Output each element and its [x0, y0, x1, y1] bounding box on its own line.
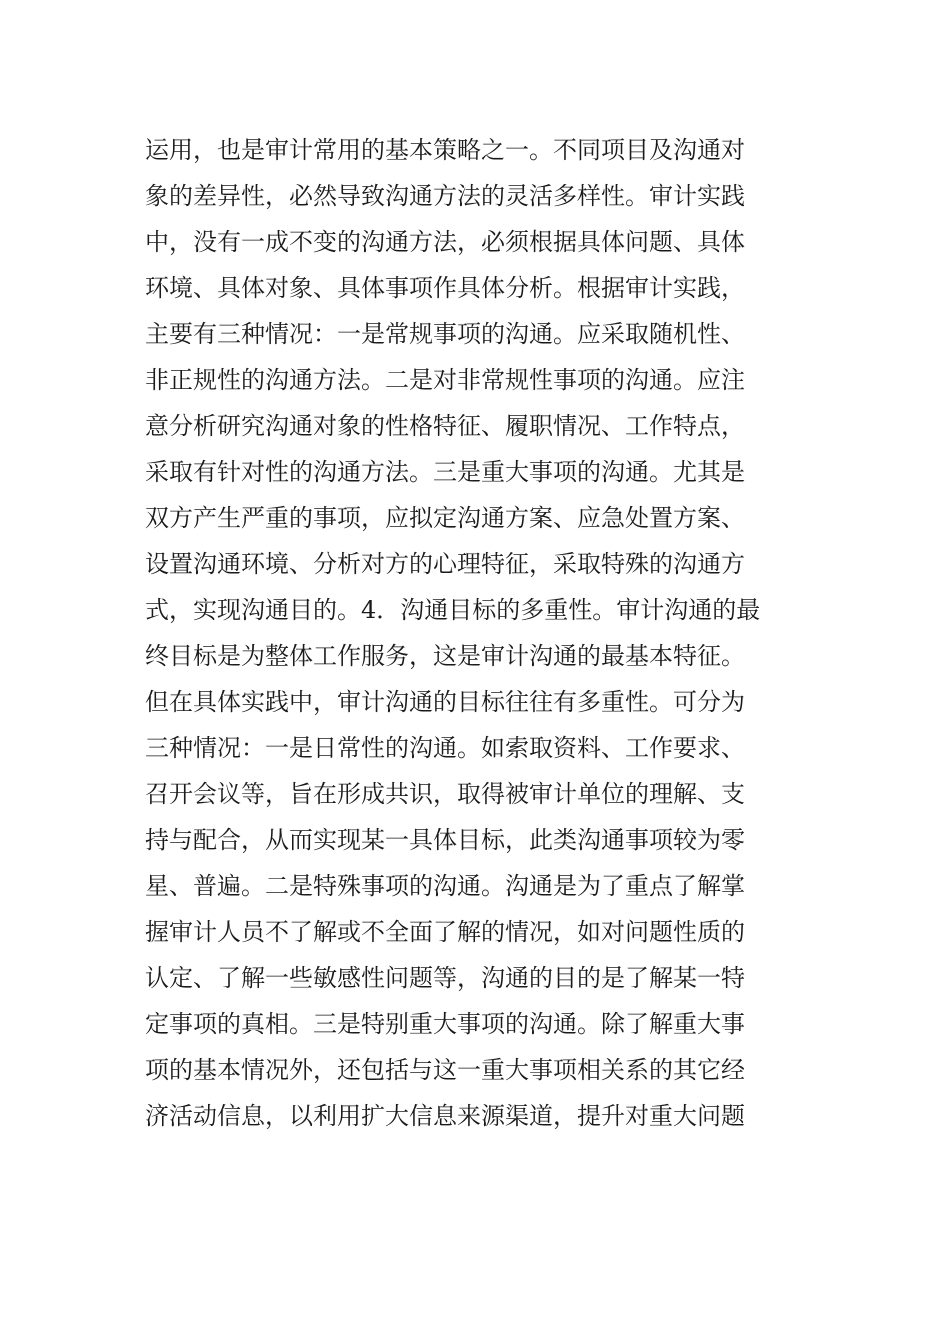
text-line: 运用，也是审计常用的基本策略之一。不同项目及沟通对	[145, 136, 745, 164]
text-line: 主要有三种情况：一是常规事项的沟通。应采取随机性、	[145, 320, 745, 348]
text-line: 但在具体实践中，审计沟通的目标往往有多重性。可分为	[145, 688, 745, 716]
text-line: 非正规性的沟通方法。二是对非常规性事项的沟通。应注	[145, 366, 745, 394]
body-paragraph	[145, 127, 815, 1139]
text-line: 中，没有一成不变的沟通方法，必须根据具体问题、具体	[145, 228, 745, 256]
text-line: 握审计人员不了解或不全面了解的情况，如对问题性质的	[145, 918, 745, 946]
text-line: 意分析研究沟通对象的性格特征、履职情况、工作特点，	[145, 412, 745, 440]
text-line: 定事项的真相。三是特别重大事项的沟通。除了解重大事	[145, 1010, 745, 1038]
text-line: 三种情况：一是日常性的沟通。如索取资料、工作要求、	[145, 734, 745, 762]
text-line: 环境、具体对象、具体事项作具体分析。根据审计实践，	[145, 274, 745, 302]
text-line: 象的差异性，必然导致沟通方法的灵活多样性。审计实践	[145, 182, 745, 210]
text-line: 式，实现沟通目的。4．沟通目标的多重性。审计沟通的最	[145, 596, 761, 624]
text-line: 持与配合，从而实现某一具体目标，此类沟通事项较为零	[145, 826, 745, 854]
text-line: 召开会议等，旨在形成共识，取得被审计单位的理解、支	[145, 780, 745, 808]
text-line: 设置沟通环境、分析对方的心理特征，采取特殊的沟通方	[145, 550, 745, 578]
text-line: 星、普遍。二是特殊事项的沟通。沟通是为了重点了解掌	[145, 872, 745, 900]
text-line: 济活动信息，以利用扩大信息来源渠道，提升对重大问题	[145, 1102, 745, 1130]
text-line: 采取有针对性的沟通方法。三是重大事项的沟通。尤其是	[145, 458, 745, 486]
text-line: 双方产生严重的事项，应拟定沟通方案、应急处置方案、	[145, 504, 745, 532]
text-line: 终目标是为整体工作服务，这是审计沟通的最基本特征。	[145, 642, 745, 670]
text-line: 项的基本情况外，还包括与这一重大事项相关系的其它经	[145, 1056, 745, 1084]
text-line: 认定、了解一些敏感性问题等，沟通的目的是了解某一特	[145, 964, 745, 992]
